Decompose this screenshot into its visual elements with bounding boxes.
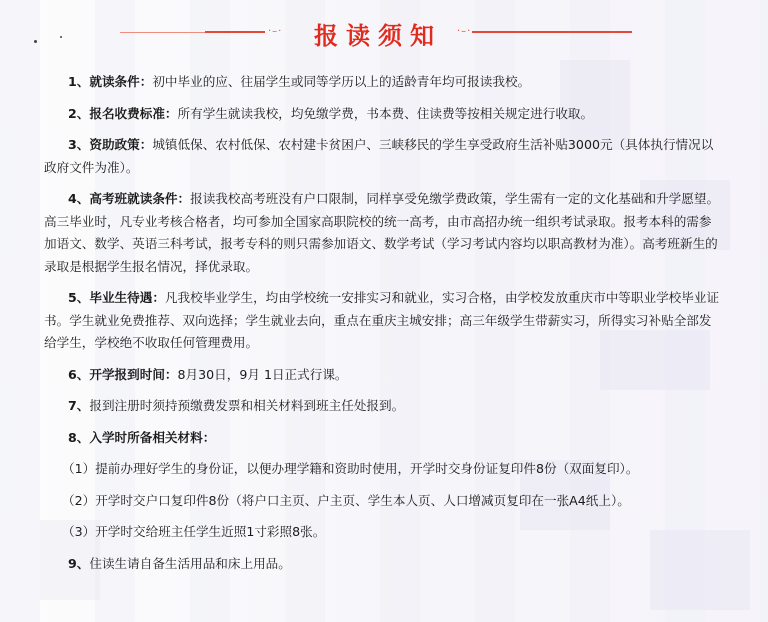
- item-text: 城镇低保、农村低保、农村建卡贫困户、三峡移民的学生享受政府生活补贴3000元（具体执行情况以政府文件为准）。: [44, 137, 714, 175]
- notice-item: [44, 134, 724, 179]
- item-text: 住读生请自备生活用品和床上用品。: [89, 555, 291, 571]
- item-number: 3、: [68, 137, 90, 152]
- item-heading: 就读条件: [89, 74, 140, 89]
- item-number: 8、: [68, 429, 90, 445]
- item-number: 5、: [68, 290, 90, 305]
- header-rule-left-thin: [120, 32, 205, 33]
- item-colon: ：: [164, 105, 178, 121]
- header-ornament-right: ·–·: [457, 26, 472, 37]
- item-text: 凡我校毕业学生，均由学校统一安排实习和就业，实习合格，由学校发放重庆市中等职业学校毕业证书。学生就业免费推荐、双向选择；学生就业去向，重点在重庆主城安排；高三年级学生带薪实习，所得实习补贴全部发给学生，学校绝不收取任何管理费用。: [44, 290, 720, 350]
- item-heading: 入学时所备相关材料: [89, 429, 203, 445]
- notice-subitem: [44, 458, 724, 481]
- item-colon: ：: [202, 429, 216, 445]
- notice-item: [44, 188, 724, 278]
- notice-subitem: [44, 490, 724, 513]
- notice-item: [44, 364, 724, 387]
- item-colon: ：: [139, 74, 153, 89]
- header-ornament-left: ·–·: [268, 26, 283, 37]
- item-text: 提前办理好学生的身份证，以便办理学籍和资助时使用，开学时交身份证复印件8份（双面复印）。: [95, 461, 639, 476]
- notice-item: [44, 553, 724, 576]
- item-heading: 毕业生待遇: [89, 290, 153, 305]
- notice-subitem: [44, 521, 724, 544]
- notice-content: [44, 71, 724, 584]
- item-heading: 高考班就读条件: [89, 191, 178, 206]
- item-colon: ：: [177, 191, 191, 206]
- header-banner: [0, 10, 768, 50]
- page-title: 报读须知: [314, 21, 442, 50]
- item-text: 所有学生就读我校，均免缴学费，书本费、住读费等按相关规定进行收取。: [177, 105, 594, 121]
- notice-item: [44, 287, 724, 355]
- item-number: 4、: [68, 191, 90, 206]
- item-text: 初中毕业的应、往届学生或同等学历以上的适龄青年均可报读我校。: [152, 74, 531, 89]
- header-rule-right: [472, 31, 632, 33]
- subitem-number: （2）: [62, 492, 96, 508]
- item-number: 7、: [68, 398, 90, 413]
- item-number: 6、: [68, 366, 90, 382]
- item-colon: ：: [139, 137, 153, 152]
- item-heading: 报名收费标准: [89, 105, 165, 121]
- header-rule-left: [205, 31, 265, 33]
- notice-item: [44, 103, 724, 126]
- item-heading: 资助政策: [89, 137, 140, 152]
- item-text: 报读我校高考班没有户口限制，同样享受免缴学费政策，学生需有一定的文化基础和升学愿望。高三毕业时，凡专业考核合格者，均可参加全国家高职院校的统一高考，由市高招办统一组织考试录取。报考本科的需参加语文、数学、英语三科考试，报考专科的则只需参加语文、数学考试（学习考试内容均以职高教材为准）。高考班新生的录取是根据学生报名情况，择优录取。: [44, 191, 720, 274]
- item-number: 2、: [68, 105, 90, 121]
- item-colon: ：: [152, 290, 165, 305]
- item-heading: 开学报到时间: [89, 366, 165, 382]
- item-number: 9、: [68, 555, 90, 571]
- subitem-number: （1）: [62, 461, 96, 476]
- item-text: 开学时交户口复印件8份（将户口主页、户主页、学生本人页、人口增减页复印在一张A4纸上）。: [95, 492, 630, 508]
- item-colon: ：: [164, 366, 178, 382]
- notice-item: [44, 71, 724, 94]
- subitem-number: （3）: [62, 524, 96, 539]
- item-number: 1、: [68, 74, 90, 89]
- item-text: 8月30日，9月 1日正式行课。: [177, 366, 348, 382]
- notice-item: [44, 395, 724, 418]
- item-text: 开学时交给班主任学生近照1寸彩照8张。: [95, 524, 326, 539]
- notice-item: [44, 427, 724, 450]
- item-text: 报到注册时须持预缴费发票和相关材料到班主任处报到。: [89, 398, 405, 413]
